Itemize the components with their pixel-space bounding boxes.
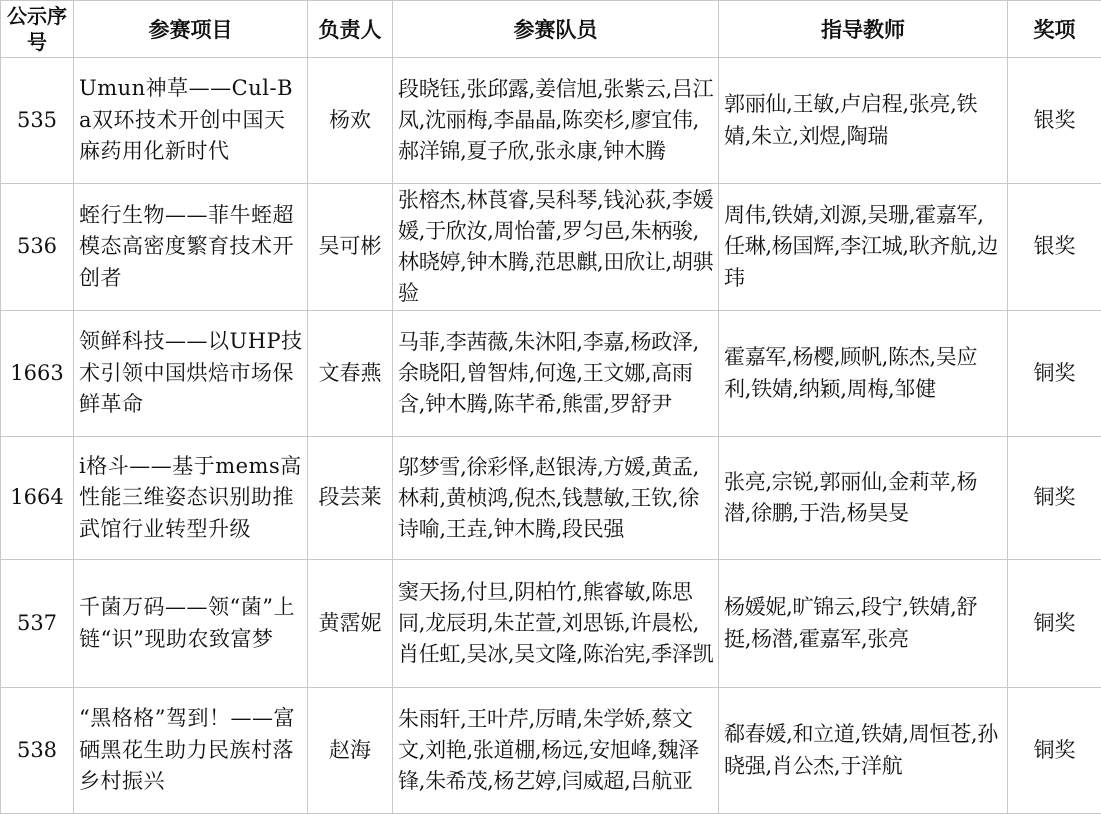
header-project: 参赛项目 (74, 1, 308, 58)
cell-project: Umun神草——Cul-Ba双环技术开创中国天麻药用化新时代 (74, 58, 308, 184)
cell-teachers: 郗春媛,和立道,铁婧,周恒苍,孙晓强,肖公杰,于洋航 (719, 688, 1008, 814)
cell-leader: 吴可彬 (308, 184, 393, 311)
table-row (1, 184, 1101, 311)
table-row (1, 560, 1101, 688)
cell-leader: 段芸莱 (308, 437, 393, 560)
cell-members: 段晓钰,张邱露,姜信旭,张紫云,吕江凤,沈丽梅,李晶晶,陈奕杉,廖宜伟,郝洋锦,夏子欣,张永康,钟木腾 (393, 58, 719, 184)
header-id: 公示序号 (1, 1, 74, 58)
header-row (1, 1, 1101, 58)
cell-members: 邬梦雪,徐彩怿,赵银涛,方媛,黄孟,林莉,黄桢鸿,倪杰,钱慧敏,王钦,徐诗喻,王垚,钟木腾,段民强 (393, 437, 719, 560)
cell-teachers: 张亮,宗锐,郭丽仙,金莉苹,杨潜,徐鹏,于浩,杨昊旻 (719, 437, 1008, 560)
cell-id: 1663 (1, 311, 74, 437)
cell-teachers: 霍嘉军,杨樱,顾帆,陈杰,吴应利,铁婧,纳颖,周梅,邹健 (719, 311, 1008, 437)
cell-award: 铜奖 (1008, 311, 1101, 437)
cell-id: 536 (1, 184, 74, 311)
table-body (1, 58, 1101, 814)
cell-id: 537 (1, 560, 74, 688)
cell-teachers: 郭丽仙,王敏,卢启程,张亮,铁婧,朱立,刘煜,陶瑞 (719, 58, 1008, 184)
cell-project: 蛭行生物——菲牛蛭超模态高密度繁育技术开创者 (74, 184, 308, 311)
cell-award: 铜奖 (1008, 437, 1101, 560)
cell-teachers: 杨媛妮,旷锦云,段宁,铁婧,舒挺,杨潜,霍嘉军,张亮 (719, 560, 1008, 688)
cell-id: 538 (1, 688, 74, 814)
header-leader: 负责人 (308, 1, 393, 58)
cell-leader: 杨欢 (308, 58, 393, 184)
cell-leader: 黄霑妮 (308, 560, 393, 688)
cell-project: i格斗——基于mems高性能三维姿态识别助推武馆行业转型升级 (74, 437, 308, 560)
cell-award: 银奖 (1008, 184, 1101, 311)
table-row (1, 688, 1101, 814)
cell-project: “黑格格”驾到！——富硒黑花生助力民族村落乡村振兴 (74, 688, 308, 814)
table-header (1, 1, 1101, 58)
cell-project: 千菌万码——领“菌”上链“识”现助农致富梦 (74, 560, 308, 688)
cell-award: 银奖 (1008, 58, 1101, 184)
cell-teachers: 周伟,铁婧,刘源,吴珊,霍嘉军,任琳,杨国辉,李江城,耿齐航,边玮 (719, 184, 1008, 311)
cell-award: 铜奖 (1008, 688, 1101, 814)
cell-leader: 文春燕 (308, 311, 393, 437)
table-row (1, 58, 1101, 184)
table-row (1, 437, 1101, 560)
cell-id: 1664 (1, 437, 74, 560)
cell-members: 张榕杰,林莨睿,吴科琴,钱沁荻,李媛媛,于欣汝,周怡蕾,罗匀邑,朱柄骏,林晓婷,钟木腾,范思麒,田欣让,胡骐验 (393, 184, 719, 311)
header-award: 奖项 (1008, 1, 1101, 58)
cell-project: 领鲜科技——以UHP技术引领中国烘焙市场保鲜革命 (74, 311, 308, 437)
table-row (1, 311, 1101, 437)
cell-members: 朱雨轩,王叶芹,厉晴,朱学娇,蔡文文,刘艳,张道棚,杨远,安旭峰,魏泽锋,朱希茂,杨艺婷,闫威超,吕航亚 (393, 688, 719, 814)
cell-leader: 赵海 (308, 688, 393, 814)
header-teachers: 指导教师 (719, 1, 1008, 58)
cell-id: 535 (1, 58, 74, 184)
cell-members: 窦天扬,付旦,阴柏竹,熊睿敏,陈思同,龙辰玥,朱芷萱,刘思铄,许晨松,肖任虹,吴冰,吴文隆,陈治宪,季泽凯 (393, 560, 719, 688)
header-members: 参赛队员 (393, 1, 719, 58)
cell-members: 马菲,李茜薇,朱沐阳,李嘉,杨政泽,余晓阳,曾智炜,何逸,王文娜,高雨含,钟木腾,陈芊希,熊雷,罗舒尹 (393, 311, 719, 437)
cell-award: 铜奖 (1008, 560, 1101, 688)
